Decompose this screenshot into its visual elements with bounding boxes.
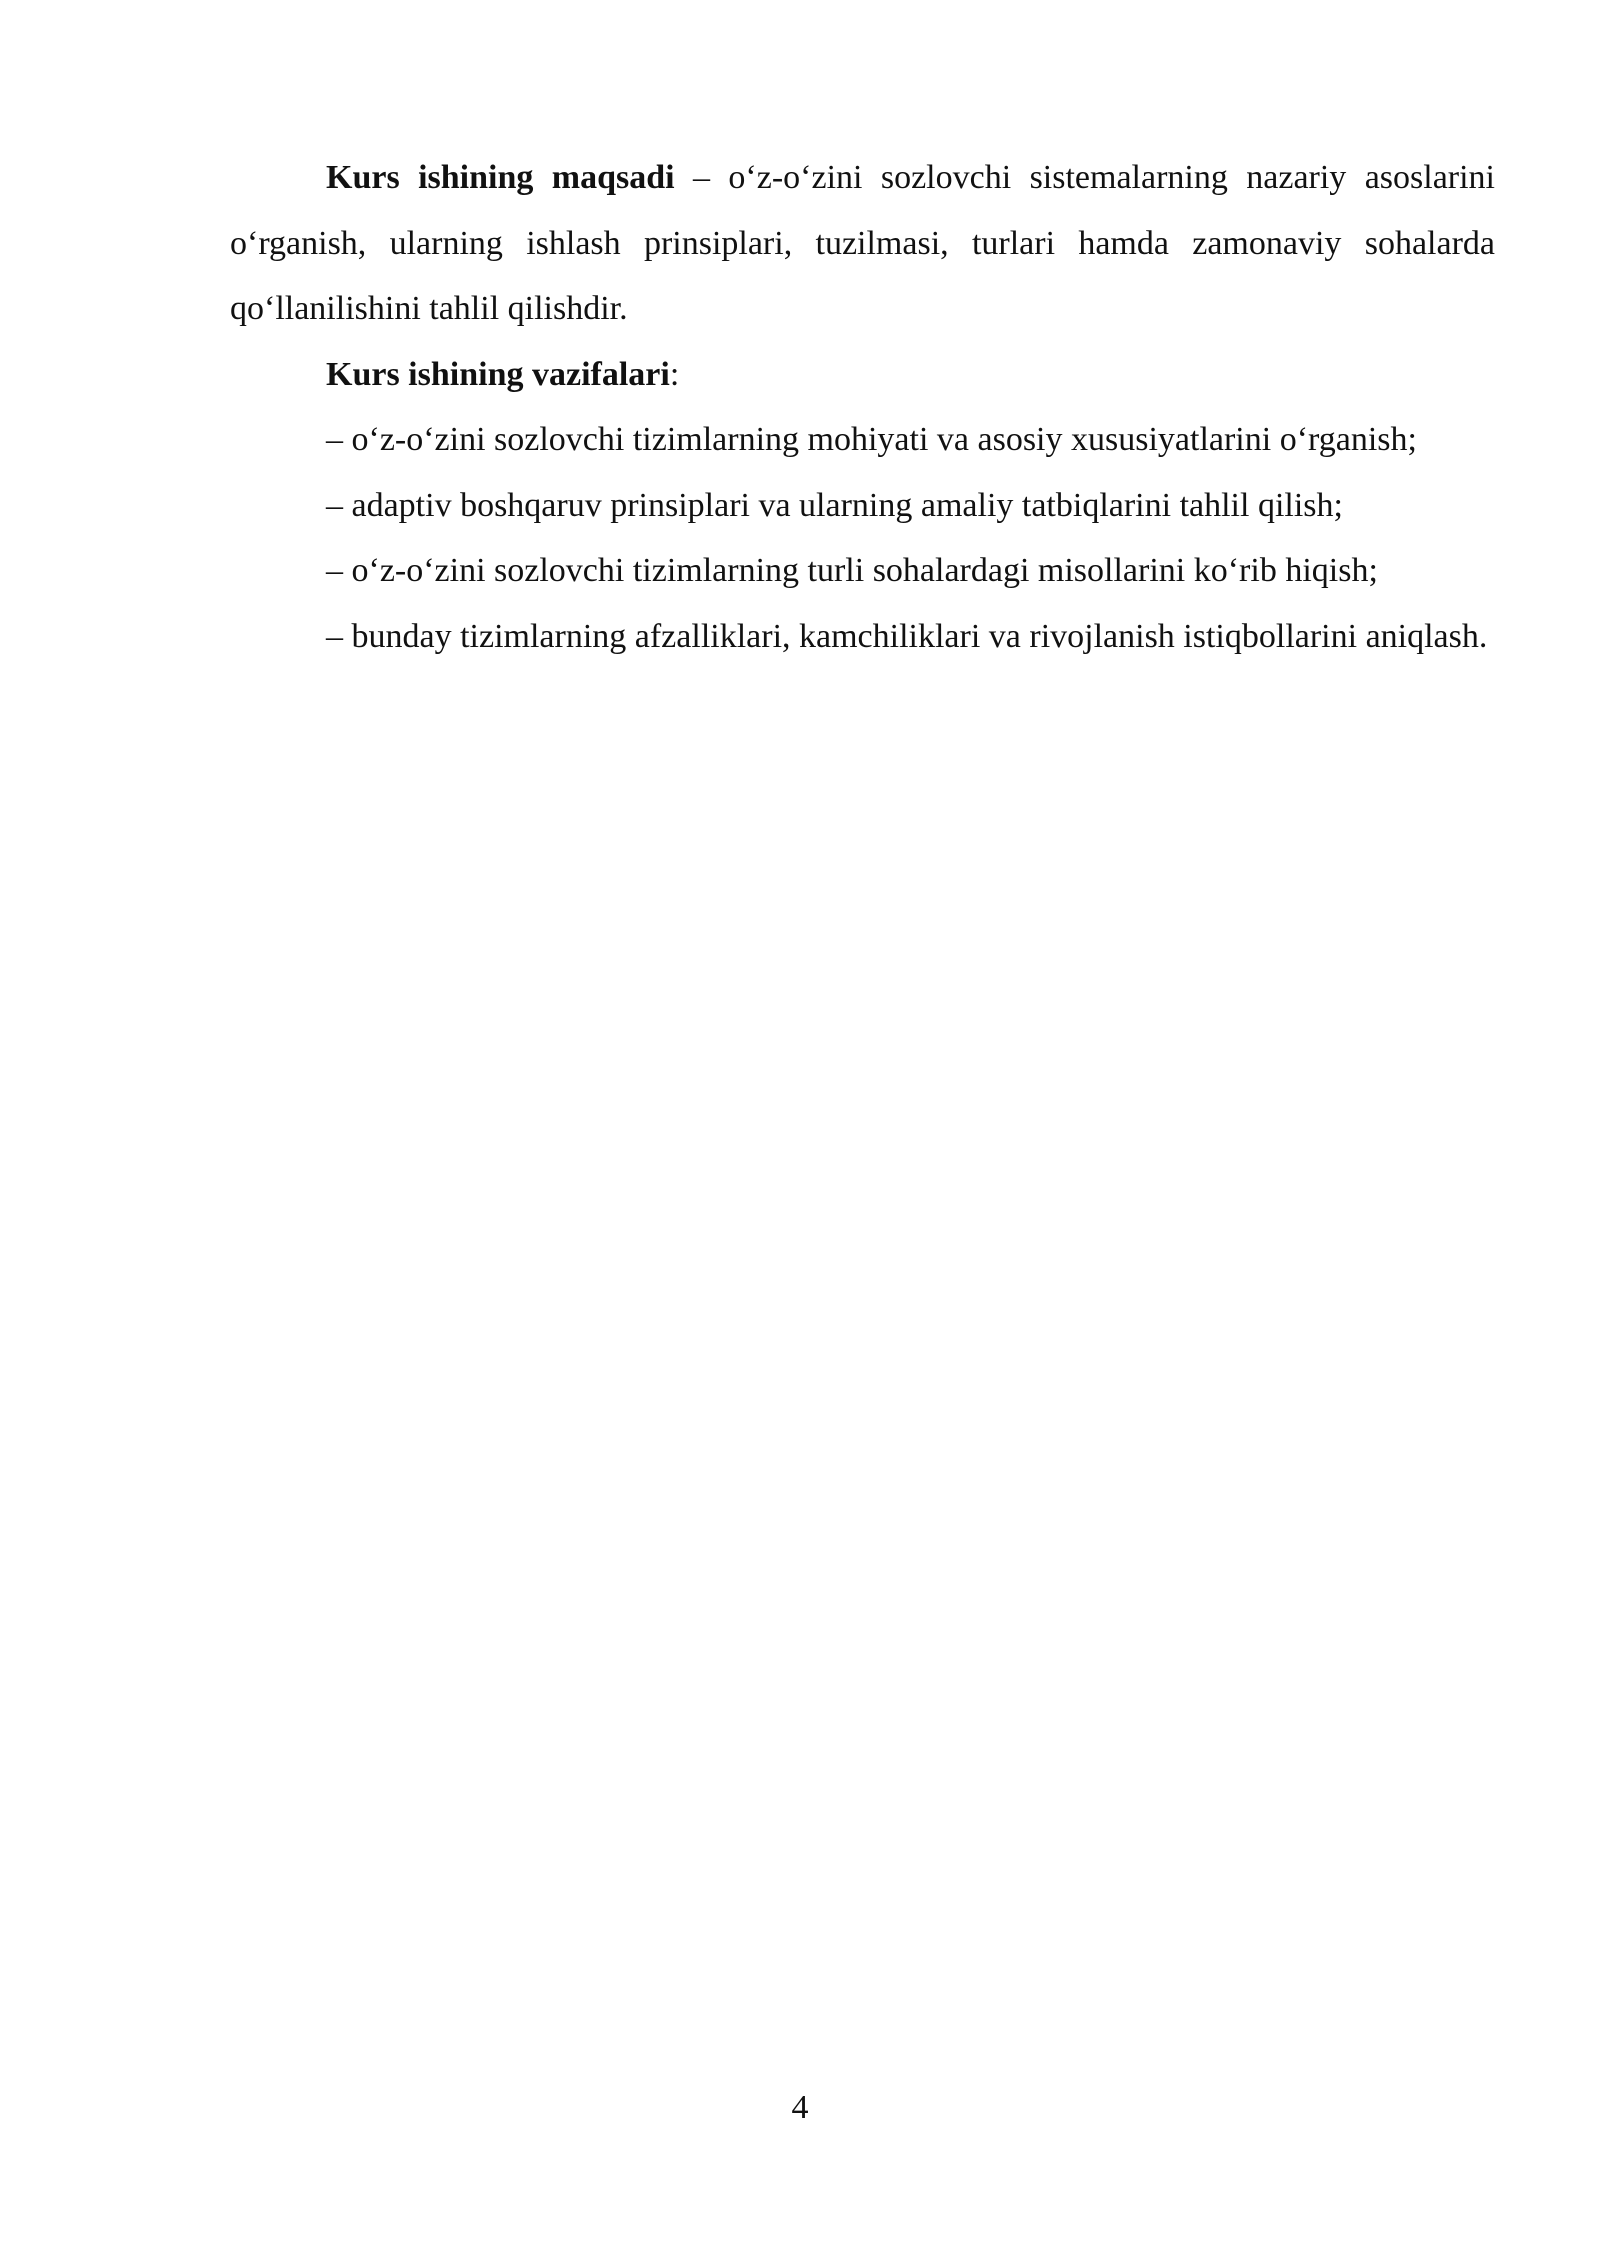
goal-text: – o‘z-o‘zini sozlovchi sistemalarning nazariy asoslarini o‘rganish, ularning ishlash prinsiplari, tuzilmasi, turlari hamda zamonaviy sohalarda qo‘llanilishini tahlil qilishdir. (230, 159, 1496, 327)
document-body (230, 145, 1495, 669)
task-item: – o‘z-o‘zini sozlovchi tizimlarning turli sohalardagi misollarini ko‘rib hiqish; (326, 552, 1378, 589)
tasks-heading: Kurs ishining vazifalari (326, 355, 670, 393)
tasks-heading-paragraph (230, 342, 1495, 408)
page-number: 4 (791, 2089, 809, 2126)
task-item: – bunday tizimlarning afzalliklari, kamchiliklari va rivojlanish istiqbollarini aniqlash. (326, 617, 1488, 655)
goal-heading: Kurs ishining maqsadi (326, 159, 675, 196)
goal-paragraph (230, 145, 1495, 342)
task-item: – adaptiv boshqaruv prinsiplari va ularning amaliy tatbiqlarini tahlil qilish; (326, 486, 1343, 524)
tasks-heading-colon: : (669, 355, 680, 393)
task-item: – o‘z-o‘zini sozlovchi tizimlarning mohiyati va asosiy xususiyatlarini o‘rganish; (326, 421, 1417, 458)
